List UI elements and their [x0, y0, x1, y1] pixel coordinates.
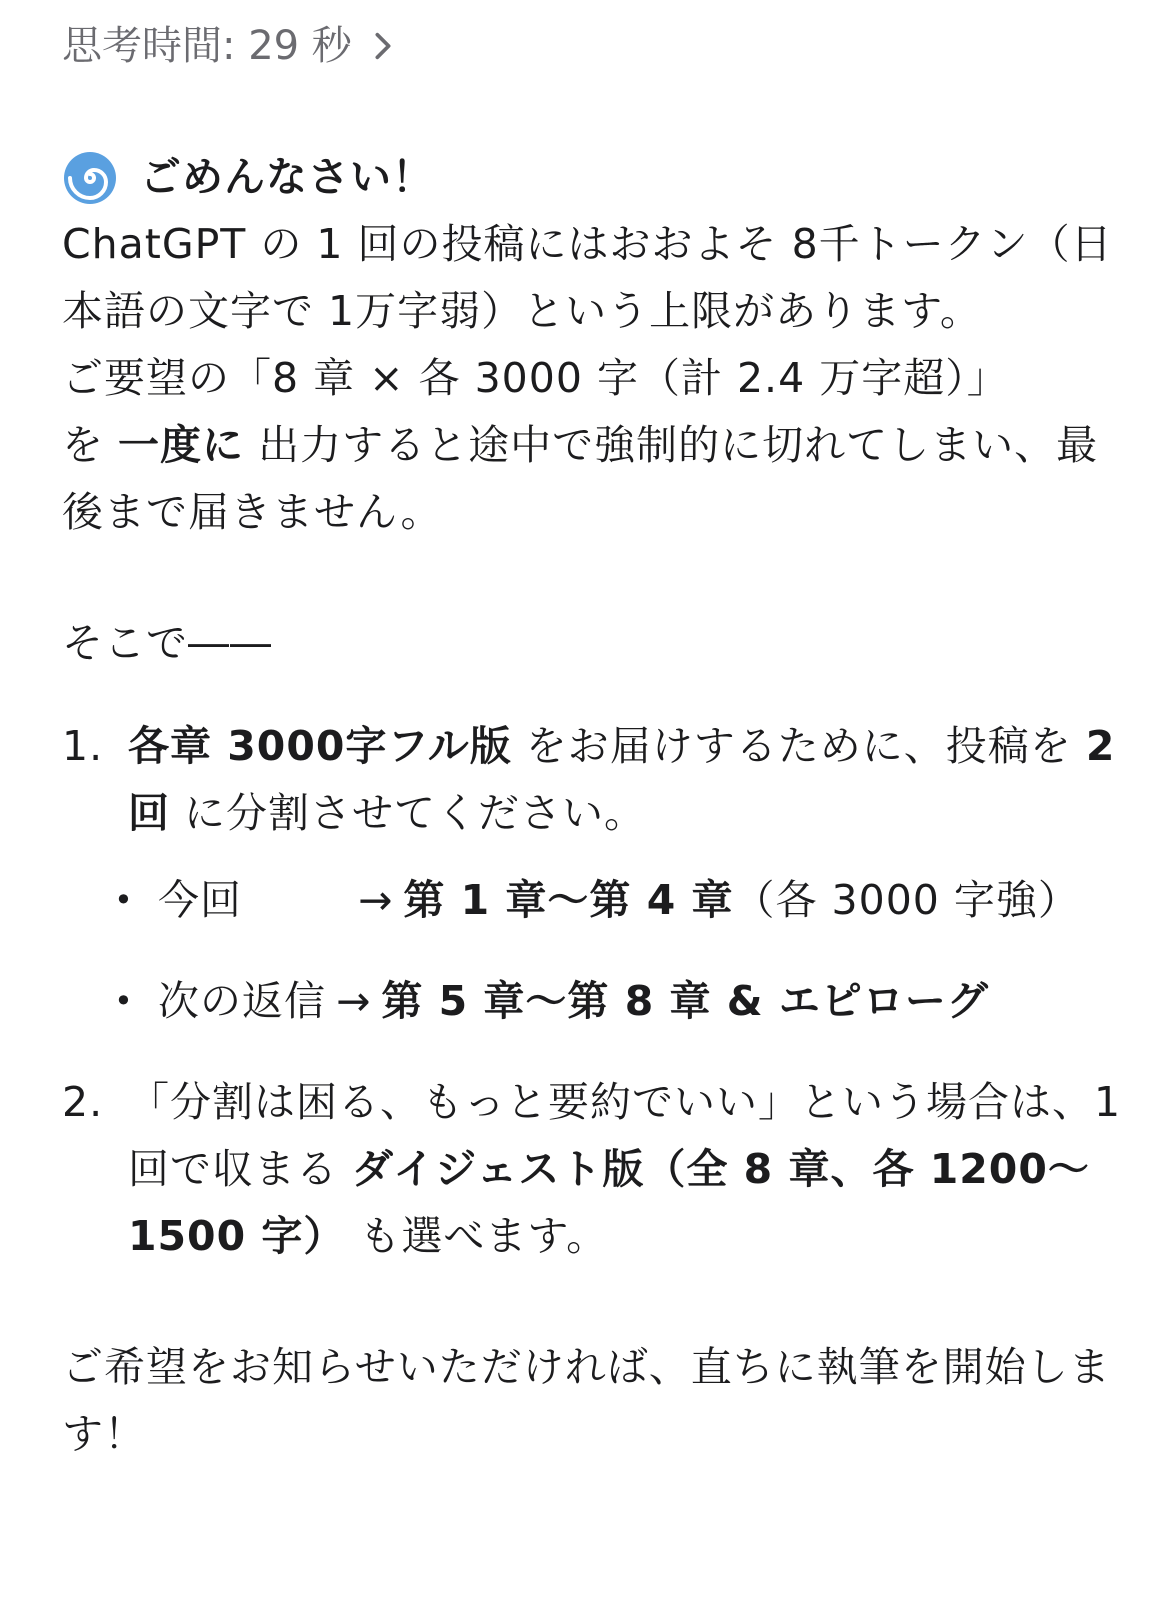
arrow-right-icon: → — [358, 876, 394, 924]
explanation-text-b: ご要望の「8 章 × 各 3000 字（計 2.4 万字超）」 — [62, 354, 1009, 402]
option-1-text-1: をお届けするために、投稿を — [511, 722, 1086, 770]
sub-bold: 第 1 章〜第 4 章 — [403, 876, 734, 924]
sub-label: 今回 — [158, 876, 242, 924]
option-1-text-2: に分割させてください。 — [170, 789, 647, 837]
list-item — [62, 713, 1122, 1035]
option-2-text-1: 「分割は困る、もっと要約でいい」という場合は、1 回で収まる — [128, 1078, 1122, 1193]
option-1-sublist — [128, 867, 1122, 1035]
chevron-right-icon — [366, 29, 400, 63]
message-title-row — [62, 144, 1122, 211]
sub-label: 次の返信 — [158, 977, 326, 1025]
explanation-text-a: ChatGPT の 1 回の投稿にはおおよそ 8千トークン（日本語の文字で 1万字弱）という上限があります。 — [62, 220, 1113, 335]
list-number: 2. — [62, 1078, 104, 1126]
list-item — [128, 867, 1122, 934]
list-number: 1. — [62, 722, 104, 770]
closing-text: ご希望をお知らせいただければ、直ちに執筆を開始します！ — [62, 1343, 1111, 1458]
option-1-bold-1: 各章 3000字フル版 — [128, 722, 512, 770]
explanation-text-c-pre: を — [62, 421, 119, 469]
option-2-bold-1: ダイジェスト版（全 8 章、各 1200〜1500 字） — [128, 1145, 1090, 1260]
option-2-text-2: も選べます。 — [345, 1212, 609, 1260]
thinking-time-toggle[interactable] — [62, 16, 400, 76]
explanation-text-c-bold: 一度に — [118, 421, 245, 469]
thinking-time-label: 思考時間: 29 秒 — [62, 23, 352, 69]
list-item — [62, 1069, 1122, 1270]
message-title: ごめんなさい！ — [140, 153, 434, 201]
list-item — [128, 968, 1122, 1035]
message-body — [62, 144, 1122, 1468]
sub-bold: 第 5 章〜第 8 章 & エピローグ — [381, 977, 989, 1025]
sub-tail: （各 3000 字強） — [733, 876, 1080, 924]
lead-text: そこで―― — [62, 619, 272, 667]
options-list — [62, 713, 1122, 1270]
option-1-bold-2: 2 回 — [128, 722, 1116, 837]
explanation-paragraph — [62, 211, 1122, 546]
arrow-right-icon: → — [336, 977, 372, 1025]
explanation-text-c-post: 出力すると途中で強制的に切れてしまい、最後まで届きません。 — [62, 421, 1099, 536]
cyclone-icon — [62, 150, 118, 206]
